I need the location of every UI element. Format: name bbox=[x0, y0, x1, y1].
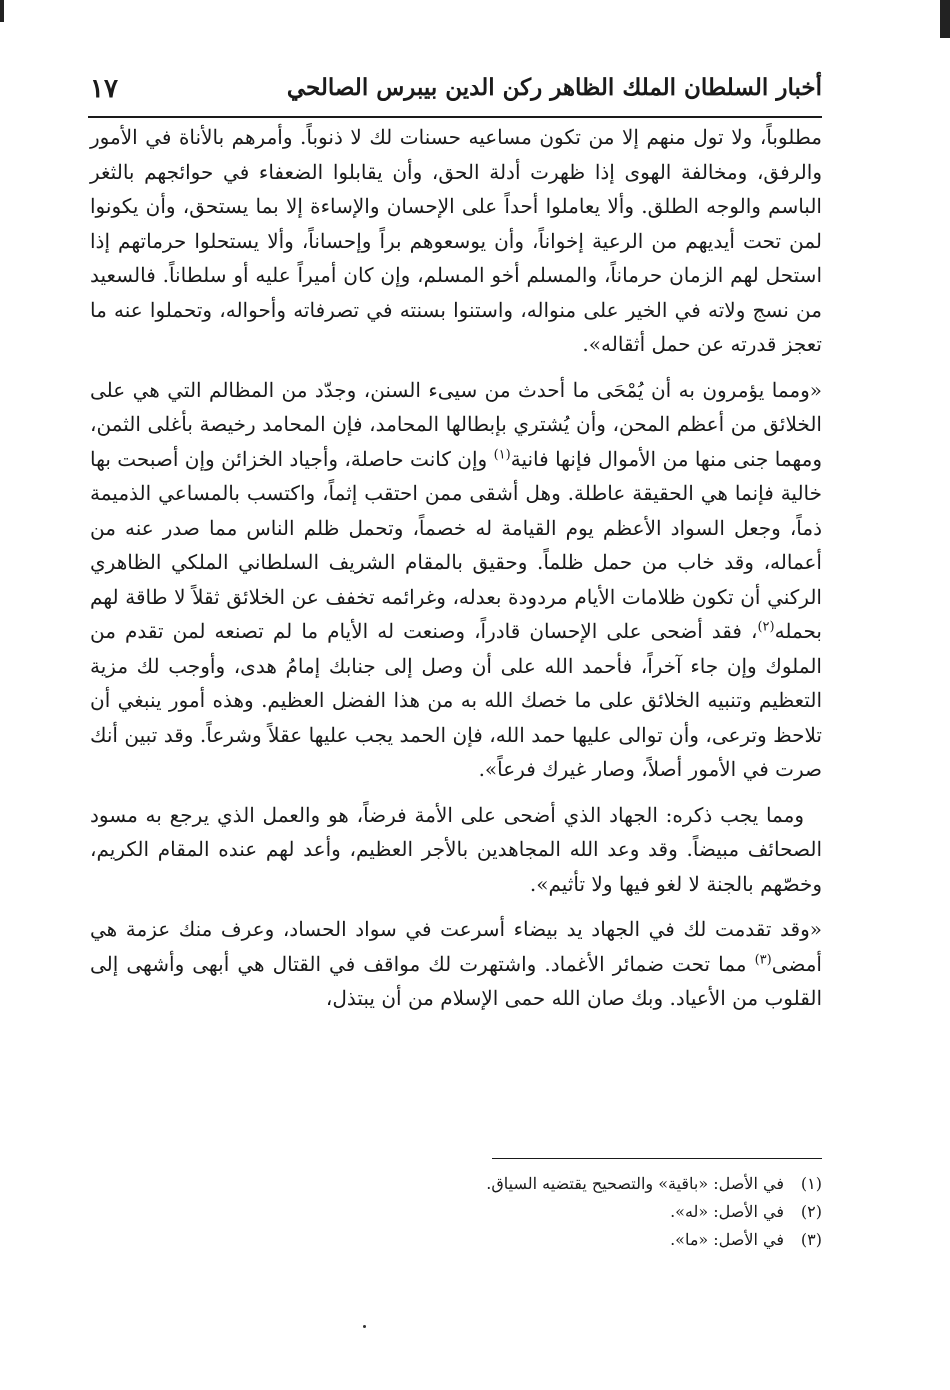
footnote-text: في الأصل: «باقية» والتصحيح يقتضيه السياق. bbox=[486, 1174, 784, 1193]
paragraph bbox=[90, 373, 822, 787]
scan-speck bbox=[363, 1325, 366, 1328]
paragraph-text: «ومما يؤمرون به أن يُمْحَى ما أحدث من سيىء السنن، وجدّد من المظالم التي هي على الخلائق من أعظم المحن، وأن يُشتري بإبطالها المحامد، فإن المحامد رخيصة بأغلى الثمن، ومهما جنى منها من الأموال فإنها فانية bbox=[90, 377, 822, 471]
paragraph-text: «وقد تقدمت لك في الجهاد يد بيضاء أسرعت في سواد الحساد، وعرف منك عزمة هي أمضى bbox=[90, 917, 822, 976]
paragraph-text: مما تحت ضمائر الأغماد. واشتهرت لك مواقف في القتال هي أبهى وأشهى إلى القلوب من الأعياد. وبك صان الله حمى الإسلام من أن يبتذل، bbox=[90, 951, 822, 1010]
scan-edge-mark bbox=[0, 0, 4, 22]
footnote-text: في الأصل: «ما». bbox=[670, 1230, 784, 1249]
header-rule bbox=[88, 116, 822, 118]
footnote-marker: (١) bbox=[493, 446, 511, 462]
footnote-number: (٣) bbox=[800, 1230, 822, 1249]
paragraph-text: وإن كانت حاصلة، وأجياد الخزائن وإن أصبحت بها خالية فإنما هي الحقيقة عاطلة. وهل أشقى ممن احتقب إثماً، واكتسب بالمساعي الذميمة ذماً، وجعل السواد الأعظم يوم القيامة له خصماً، وتحمل ظلم الناس مما صدر عنه من أعماله، وقد خاب من حمل ظلماً. وحقيق بالمقام الشريف السلطاني الملكي الظاهري الركني أن تكون ظلامات الأيام مردودة بعدله، وغرائمه تخفف عن الخلائق ثقلاً لا طاقة لهم بحمله bbox=[90, 446, 822, 643]
footnote-rule bbox=[492, 1158, 822, 1159]
footnote-text: في الأصل: «له». bbox=[670, 1202, 784, 1221]
footnote bbox=[300, 1170, 822, 1198]
footnote-marker: (٢) bbox=[757, 619, 775, 635]
paragraph bbox=[90, 798, 822, 902]
scan-edge-mark bbox=[940, 0, 950, 38]
page-number: ١٧ bbox=[90, 74, 118, 104]
footnote-number: (١) bbox=[800, 1174, 822, 1193]
footnote-marker: (٣) bbox=[754, 951, 772, 967]
paragraph-text: مطلوباً، ولا تول منهم إلا من تكون مساعيه حسنات لك لا ذنوباً. وأمرهم بالأناة في الأمور والرفق، ومخالفة الهوى إذا ظهرت أدلة الحق، وأن يقابلوا الضعفاء في حوائجهم بالثغر الباسم والوجه الطلق. وألا يعاملوا أحداً على الإحسان والإساءة إلا بما يستحق، وأن يكونوا لمن تحت أيديهم من الرعية إخواناً، وأن يوسعوهم براً وإحساناً، وألا يستحلوا حرماتهم إذا استحل لهم الزمان حرماناً، والمسلم أخو المسلم، وإن كان أميراً عليه أو سلطاناً. فالسعيد من نسج ولاته في الخير على منواله، واستنوا بسنته في تصرفاته وأحواله، وتحملوا عنه ما تعجز قدرته عن حمل أثقاله». bbox=[90, 125, 823, 356]
paragraph-text: ومما يجب ذكره: الجهاد الذي أضحى على الأمة فرضاً، هو والعمل الذي يرجع به مسود الصحائف مبيضاً. وقد وعد الله المجاهدين بالأجر العظيم، وأعد لهم عنده المقام الكريم، وخصّهم بالجنة لا لغو فيها ولا تأثيم». bbox=[90, 802, 822, 896]
running-title: أخبار السلطان الملك الظاهر ركن الدين بيبرس الصالحي bbox=[286, 74, 822, 101]
body-text bbox=[90, 120, 822, 1027]
footnotes bbox=[300, 1170, 822, 1254]
running-head bbox=[90, 74, 822, 114]
paragraph bbox=[90, 120, 822, 362]
paragraph bbox=[90, 912, 822, 1016]
footnote-number: (٢) bbox=[800, 1202, 822, 1221]
footnote bbox=[300, 1226, 822, 1254]
footnote bbox=[300, 1198, 822, 1226]
paragraph-text: ، فقد أضحى على الإحسان قادراً، وصنعت له الأيام ما لم تصنعه لمن تقدم من الملوك وإن جاء آخراً، فأحمد الله على أن وصل إلى جنابك إمامُ هدى، وأوجب لك مزية التعظيم وتنبيه الخلائق على ما خصك الله به من هذا الفضل العظيم. وهذه أمور ينبغي أن تلاحظ وترعى، وأن توالى عليها حمد الله، فإن الحمد يجب عليها عقلاً وشرعاً. وقد تبين أنك صرت في الأمور أصلاً، وصار غيرك فرعاً». bbox=[90, 619, 822, 781]
